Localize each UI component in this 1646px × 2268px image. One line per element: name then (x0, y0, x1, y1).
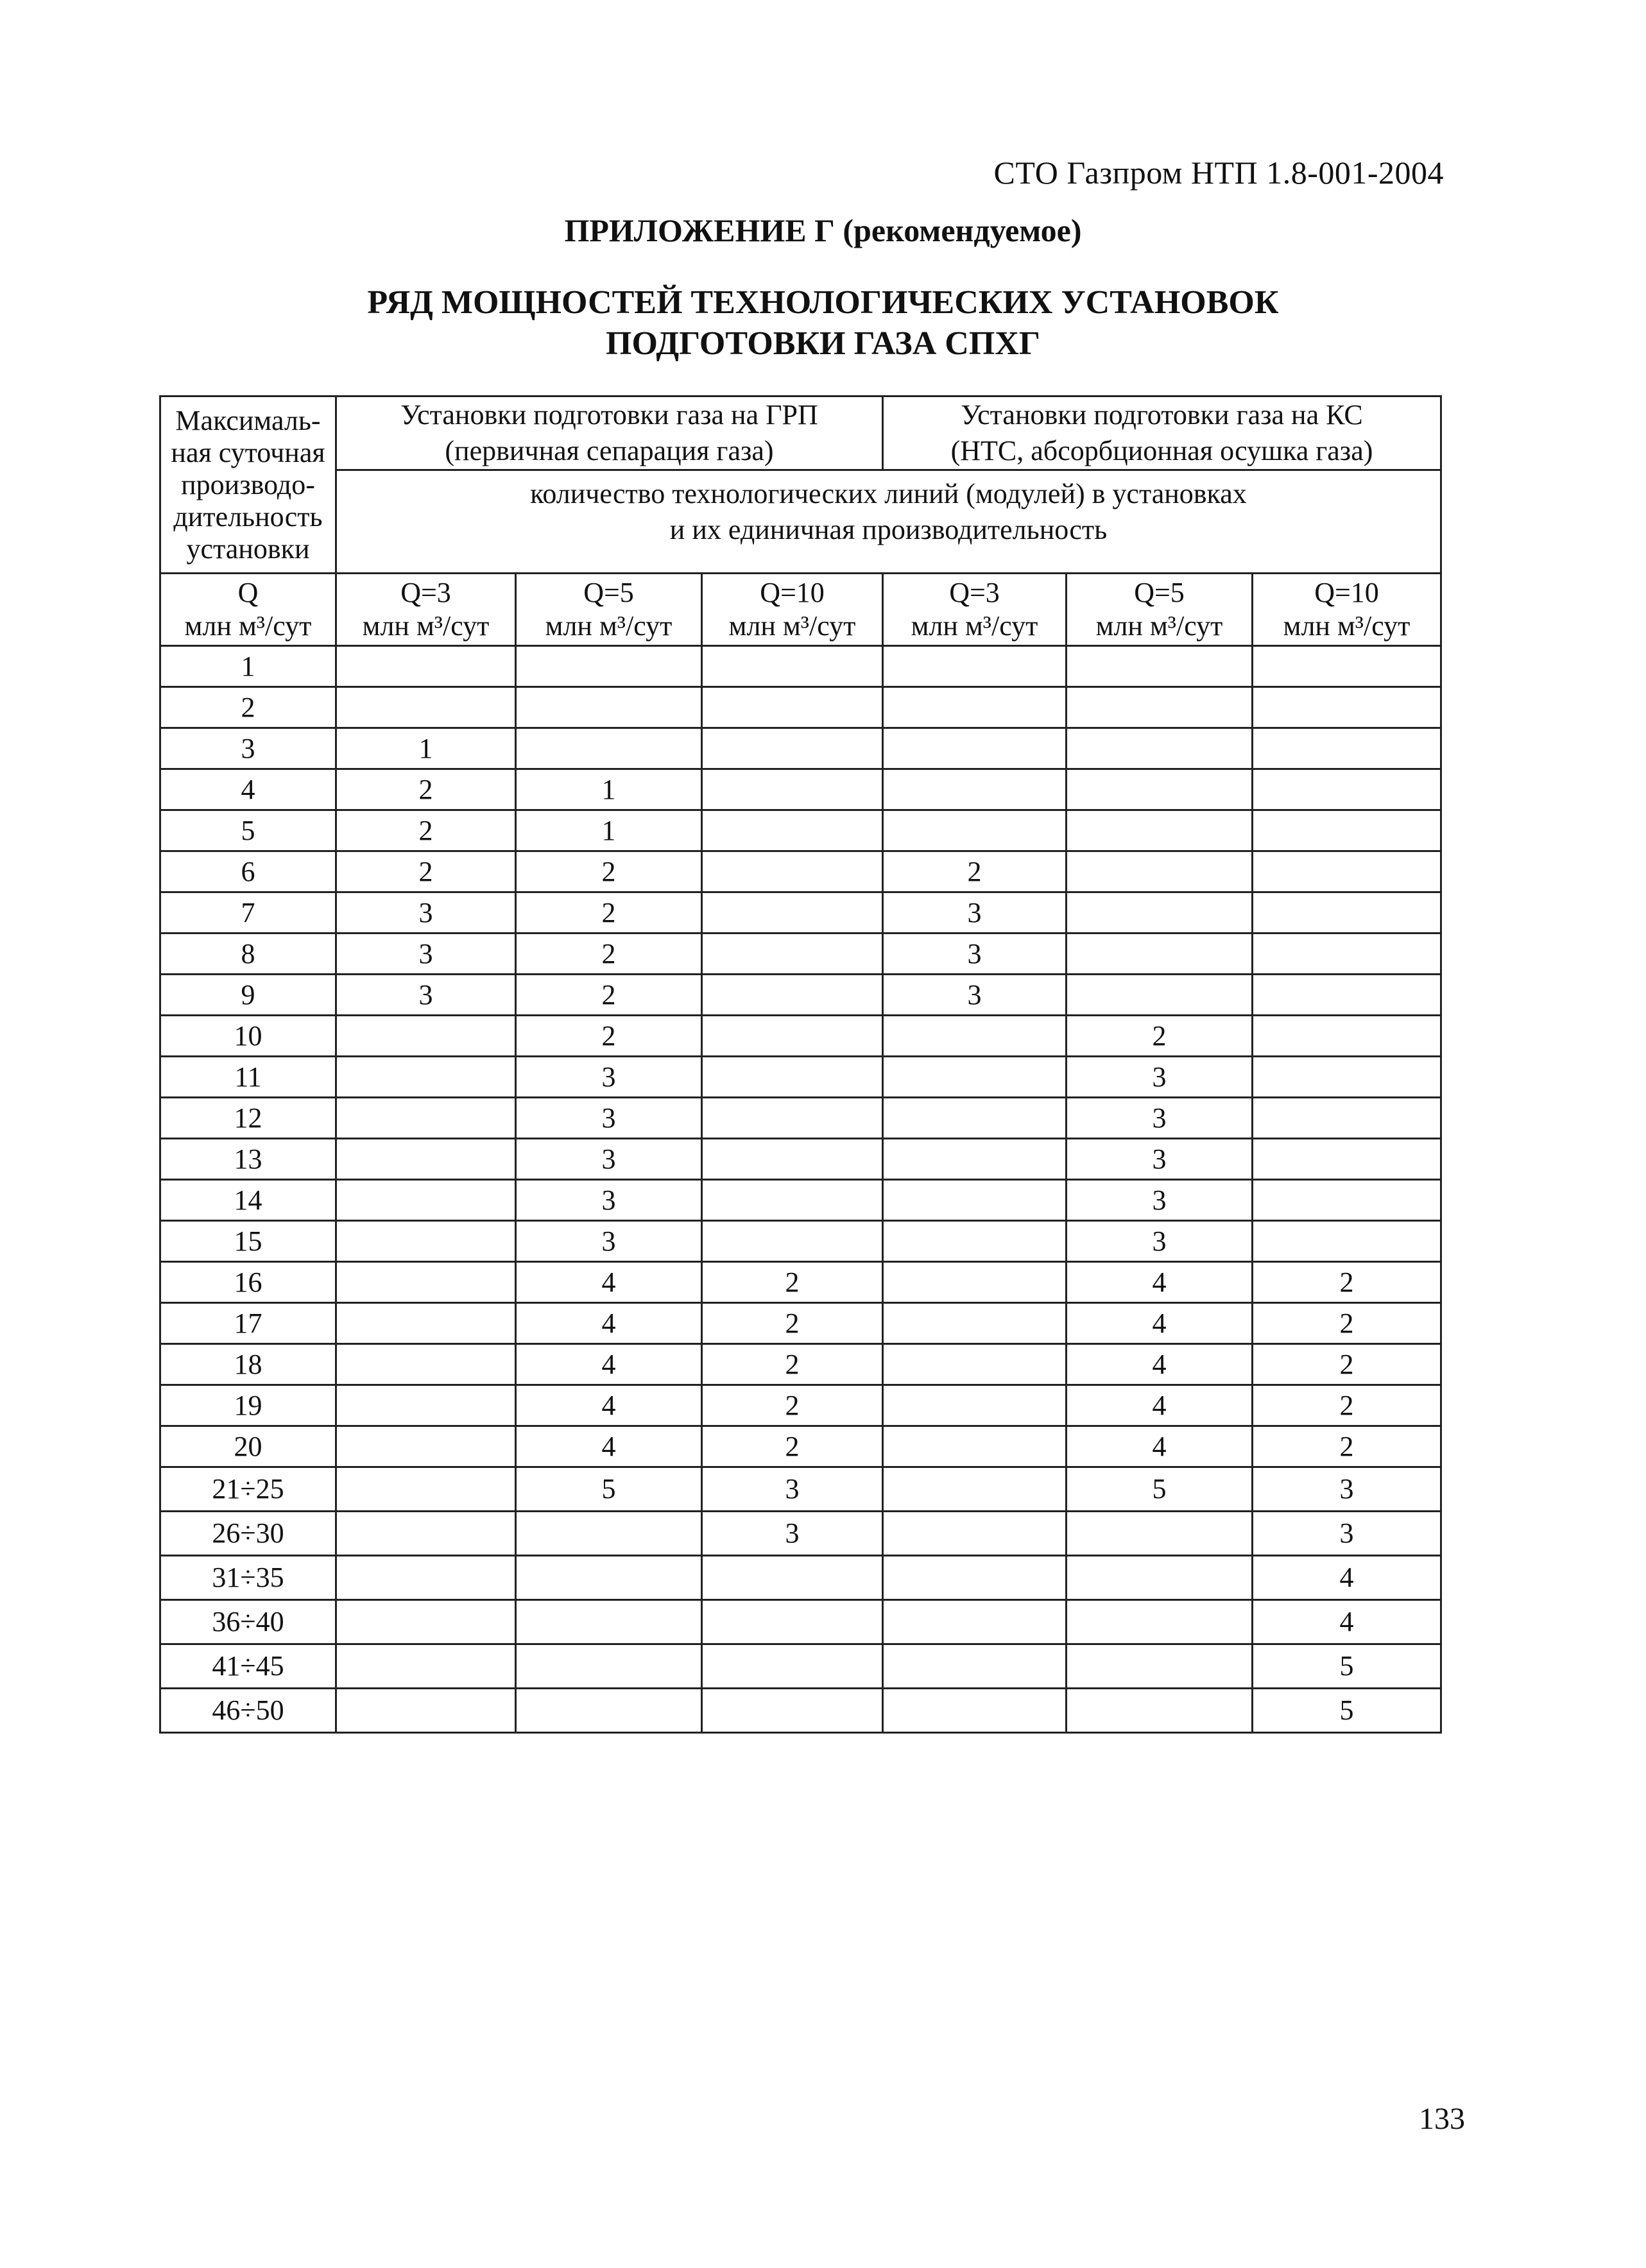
lines-count-cell (1253, 934, 1441, 975)
lines-count-cell (883, 1098, 1067, 1139)
lines-count-cell (702, 646, 883, 687)
table-title (0, 282, 1646, 364)
lines-count-cell (1253, 646, 1441, 687)
left-header-cell (160, 396, 336, 574)
lines-count-cell: 3 (336, 892, 516, 934)
lines-count-cell (336, 1467, 516, 1512)
capacity-cell: 11 (160, 1057, 336, 1098)
lines-count-cell (702, 1016, 883, 1057)
lines-count-cell (516, 646, 702, 687)
capacity-cell: 16 (160, 1262, 336, 1303)
capacity-cell: 9 (160, 975, 336, 1016)
lines-count-cell (336, 1180, 516, 1221)
lines-count-cell (336, 646, 516, 687)
lines-count-cell (516, 728, 702, 769)
header-row-note (160, 470, 1441, 574)
lines-count-cell (336, 1221, 516, 1262)
capacity-table (159, 395, 1442, 1734)
lines-count-cell: 4 (1067, 1303, 1253, 1344)
q-unit: млн м³/сут (1283, 610, 1410, 642)
lines-count-cell: 2 (336, 810, 516, 851)
lines-count-cell (883, 1644, 1067, 1689)
lines-count-cell (702, 1644, 883, 1689)
table-row (160, 1180, 1441, 1221)
capacity-cell: 8 (160, 934, 336, 975)
lines-count-cell (336, 1689, 516, 1733)
capacity-cell: 36÷40 (160, 1600, 336, 1644)
table-row (160, 1139, 1441, 1180)
lines-count-cell (336, 1262, 516, 1303)
lines-count-cell: 3 (1067, 1221, 1253, 1262)
lines-count-cell (1253, 769, 1441, 810)
table-row (160, 1344, 1441, 1385)
lines-count-cell (702, 892, 883, 934)
lines-count-cell: 5 (1253, 1689, 1441, 1733)
capacity-cell: 4 (160, 769, 336, 810)
q-label: Q=3 (400, 577, 451, 608)
lines-count-cell: 3 (516, 1057, 702, 1098)
capacity-cell: 3 (160, 728, 336, 769)
q-header-cell (883, 574, 1067, 646)
document-code: СТО Газпром НТП 1.8-001-2004 (993, 155, 1444, 191)
lines-count-cell: 4 (1067, 1344, 1253, 1385)
lines-count-cell (516, 1556, 702, 1600)
lines-count-cell (1067, 1556, 1253, 1600)
lines-count-cell (883, 1344, 1067, 1385)
lines-count-cell: 4 (516, 1344, 702, 1385)
lines-count-cell (1067, 687, 1253, 728)
lines-count-cell (883, 1303, 1067, 1344)
table-row (160, 1303, 1441, 1344)
lines-count-cell (702, 687, 883, 728)
lines-count-cell (702, 1180, 883, 1221)
lines-count-cell (1253, 1098, 1441, 1139)
lines-count-cell: 2 (516, 934, 702, 975)
lines-count-cell (336, 1303, 516, 1344)
lines-count-cell (516, 1512, 702, 1556)
lines-count-cell (883, 810, 1067, 851)
lines-count-cell (1067, 851, 1253, 892)
lines-count-cell (516, 1689, 702, 1733)
grp-group-header (336, 396, 883, 470)
lines-count-cell: 3 (883, 892, 1067, 934)
lines-count-cell (883, 1426, 1067, 1467)
lines-count-cell (702, 975, 883, 1016)
note-line: количество технологических линий (модулей) в установках (530, 478, 1247, 509)
lines-count-cell (702, 1556, 883, 1600)
lines-count-cell: 4 (516, 1385, 702, 1426)
table-row (160, 1098, 1441, 1139)
lines-count-cell (1067, 728, 1253, 769)
lines-count-cell (702, 1098, 883, 1139)
lines-count-cell (702, 1221, 883, 1262)
lines-count-cell: 5 (1253, 1644, 1441, 1689)
grp-group-line: Установки подготовки газа на ГРП (400, 399, 818, 431)
lines-count-cell: 2 (702, 1303, 883, 1344)
lines-count-cell: 3 (516, 1098, 702, 1139)
left-header-line: производо- (181, 468, 315, 500)
lines-count-cell (702, 1689, 883, 1733)
page-number: 133 (1419, 2102, 1465, 2136)
q-label: Q (237, 577, 259, 608)
lines-count-cell: 2 (336, 851, 516, 892)
lines-count-cell: 2 (336, 769, 516, 810)
lines-count-cell (516, 1644, 702, 1689)
lines-count-cell: 2 (516, 1016, 702, 1057)
lines-count-cell (336, 1600, 516, 1644)
capacity-cell: 19 (160, 1385, 336, 1426)
lines-count-cell: 2 (1253, 1344, 1441, 1385)
lines-count-cell (1253, 1139, 1441, 1180)
lines-count-cell (883, 1221, 1067, 1262)
lines-count-cell: 4 (1067, 1262, 1253, 1303)
table-row (160, 1057, 1441, 1098)
lines-count-cell (883, 1262, 1067, 1303)
lines-count-cell (702, 1057, 883, 1098)
lines-count-cell: 4 (516, 1426, 702, 1467)
lines-count-cell (1067, 1689, 1253, 1733)
header-row-groups (160, 396, 1441, 470)
lines-count-cell (883, 1600, 1067, 1644)
lines-note-header (336, 470, 1441, 574)
lines-count-cell: 3 (1067, 1098, 1253, 1139)
table-row (160, 1512, 1441, 1556)
capacity-cell: 2 (160, 687, 336, 728)
q-label: Q=5 (1134, 577, 1185, 608)
lines-count-cell: 2 (1253, 1303, 1441, 1344)
ks-group-line: (НТС, абсорбционная осушка газа) (950, 435, 1373, 466)
q-unit: млн м³/сут (1095, 610, 1223, 642)
lines-count-cell (883, 1385, 1067, 1426)
capacity-cell: 46÷50 (160, 1689, 336, 1733)
capacity-cell: 41÷45 (160, 1644, 336, 1689)
table-row (160, 1426, 1441, 1467)
capacity-cell: 20 (160, 1426, 336, 1467)
q-unit: млн м³/сут (911, 610, 1038, 642)
capacity-cell: 17 (160, 1303, 336, 1344)
lines-count-cell: 2 (702, 1344, 883, 1385)
lines-count-cell: 4 (1067, 1426, 1253, 1467)
q-label: Q=3 (949, 577, 1000, 608)
lines-count-cell (1253, 851, 1441, 892)
lines-count-cell (1067, 1600, 1253, 1644)
table-row (160, 1262, 1441, 1303)
lines-count-cell: 3 (336, 934, 516, 975)
lines-count-cell (883, 1467, 1067, 1512)
lines-count-cell (1067, 975, 1253, 1016)
capacity-cell: 6 (160, 851, 336, 892)
lines-count-cell (336, 687, 516, 728)
table-row (160, 1556, 1441, 1600)
lines-count-cell (1253, 1180, 1441, 1221)
lines-count-cell: 2 (883, 851, 1067, 892)
table-row (160, 646, 1441, 687)
left-header-line: Максималь- (175, 404, 321, 436)
lines-count-cell (336, 1385, 516, 1426)
lines-count-cell: 3 (516, 1221, 702, 1262)
lines-count-cell (702, 851, 883, 892)
table-row (160, 934, 1441, 975)
capacity-cell: 1 (160, 646, 336, 687)
lines-count-cell (702, 1600, 883, 1644)
lines-count-cell: 3 (883, 934, 1067, 975)
lines-count-cell: 4 (1253, 1556, 1441, 1600)
header-row-q (160, 574, 1441, 646)
lines-count-cell: 3 (336, 975, 516, 1016)
lines-count-cell (883, 1016, 1067, 1057)
lines-count-cell: 4 (516, 1262, 702, 1303)
lines-count-cell (1253, 1221, 1441, 1262)
q-header-cell (1253, 574, 1441, 646)
lines-count-cell (702, 728, 883, 769)
lines-count-cell (883, 1139, 1067, 1180)
lines-count-cell (883, 1556, 1067, 1600)
capacity-cell: 18 (160, 1344, 336, 1385)
lines-count-cell: 4 (1067, 1385, 1253, 1426)
lines-count-cell: 4 (516, 1303, 702, 1344)
table-row (160, 851, 1441, 892)
lines-count-cell (336, 1556, 516, 1600)
appendix-heading: ПРИЛОЖЕНИЕ Г (рекомендуемое) (564, 212, 1082, 248)
q-header-cell (336, 574, 516, 646)
lines-count-cell (336, 1057, 516, 1098)
grp-group-line: (первичная сепарация газа) (445, 435, 774, 466)
lines-count-cell (1067, 934, 1253, 975)
table-row (160, 1689, 1441, 1733)
capacity-cell: 5 (160, 810, 336, 851)
lines-count-cell (336, 1426, 516, 1467)
lines-count-cell (1067, 646, 1253, 687)
q-header-cell (160, 574, 336, 646)
lines-count-cell (702, 1139, 883, 1180)
lines-count-cell: 3 (883, 975, 1067, 1016)
lines-count-cell: 2 (1253, 1426, 1441, 1467)
left-header-line: установки (186, 533, 310, 565)
lines-count-cell: 3 (516, 1180, 702, 1221)
lines-count-cell: 2 (702, 1426, 883, 1467)
q-header-cell (702, 574, 883, 646)
lines-count-cell: 3 (516, 1139, 702, 1180)
lines-count-cell (336, 1098, 516, 1139)
lines-count-cell: 2 (1067, 1016, 1253, 1057)
lines-count-cell (883, 687, 1067, 728)
lines-count-cell (883, 1057, 1067, 1098)
lines-count-cell (336, 1016, 516, 1057)
table-body (160, 646, 1441, 1733)
left-header-line: дительность (173, 500, 323, 533)
ks-group-line: Установки подготовки газа на КС (961, 399, 1363, 431)
table-row (160, 687, 1441, 728)
lines-count-cell (516, 1600, 702, 1644)
lines-count-cell (1253, 1057, 1441, 1098)
table-row (160, 975, 1441, 1016)
q-unit: млн м³/сут (362, 610, 490, 642)
capacity-cell: 14 (160, 1180, 336, 1221)
table-row (160, 728, 1441, 769)
lines-count-cell (1067, 1644, 1253, 1689)
q-unit: млн м³/сут (728, 610, 856, 642)
lines-count-cell: 2 (1253, 1385, 1441, 1426)
lines-count-cell: 2 (1253, 1262, 1441, 1303)
lines-count-cell (883, 728, 1067, 769)
lines-count-cell (1067, 810, 1253, 851)
lines-count-cell: 1 (516, 810, 702, 851)
q-label: Q=10 (1314, 577, 1379, 608)
lines-count-cell: 2 (516, 851, 702, 892)
lines-count-cell (883, 646, 1067, 687)
ks-group-header (883, 396, 1441, 470)
title-line-2: ПОДГОТОВКИ ГАЗА СПХГ (606, 325, 1040, 362)
capacity-cell: 21÷25 (160, 1467, 336, 1512)
left-header-line: ная суточная (171, 436, 325, 468)
lines-count-cell (336, 1139, 516, 1180)
lines-count-cell (516, 687, 702, 728)
lines-count-cell (702, 810, 883, 851)
lines-count-cell: 3 (702, 1467, 883, 1512)
lines-count-cell: 2 (702, 1385, 883, 1426)
q-unit: млн м³/сут (184, 610, 312, 642)
lines-count-cell: 3 (1253, 1512, 1441, 1556)
lines-count-cell (702, 934, 883, 975)
lines-count-cell (883, 1512, 1067, 1556)
table-row (160, 1385, 1441, 1426)
title-line-1: РЯД МОЩНОСТЕЙ ТЕХНОЛОГИЧЕСКИХ УСТАНОВОК (367, 284, 1279, 321)
table-row (160, 1467, 1441, 1512)
lines-count-cell (1067, 769, 1253, 810)
lines-count-cell (883, 769, 1067, 810)
lines-count-cell (1253, 687, 1441, 728)
lines-count-cell: 5 (1067, 1467, 1253, 1512)
q-header-cell (1067, 574, 1253, 646)
lines-count-cell (1067, 1512, 1253, 1556)
lines-count-cell (1067, 892, 1253, 934)
lines-count-cell: 3 (1067, 1180, 1253, 1221)
lines-count-cell: 2 (702, 1262, 883, 1303)
lines-count-cell: 3 (1067, 1057, 1253, 1098)
lines-count-cell (1253, 892, 1441, 934)
table-row (160, 892, 1441, 934)
capacity-cell: 7 (160, 892, 336, 934)
lines-count-cell: 4 (1253, 1600, 1441, 1644)
capacity-cell: 10 (160, 1016, 336, 1057)
note-line: и их единичная производительность (669, 514, 1108, 545)
lines-count-cell (1253, 975, 1441, 1016)
lines-count-cell (883, 1180, 1067, 1221)
lines-count-cell (336, 1644, 516, 1689)
lines-count-cell: 5 (516, 1467, 702, 1512)
q-label: Q=10 (760, 577, 825, 608)
lines-count-cell (702, 769, 883, 810)
capacity-cell: 15 (160, 1221, 336, 1262)
lines-count-cell: 2 (516, 975, 702, 1016)
lines-count-cell (1253, 810, 1441, 851)
lines-count-cell: 3 (1067, 1139, 1253, 1180)
table-row (160, 769, 1441, 810)
lines-count-cell: 2 (516, 892, 702, 934)
lines-count-cell: 1 (516, 769, 702, 810)
q-header-cell (516, 574, 702, 646)
lines-count-cell (883, 1689, 1067, 1733)
lines-count-cell: 3 (1253, 1467, 1441, 1512)
capacity-cell: 13 (160, 1139, 336, 1180)
q-label: Q=5 (583, 577, 634, 608)
lines-count-cell: 1 (336, 728, 516, 769)
table-row (160, 810, 1441, 851)
table-row (160, 1016, 1441, 1057)
table-row (160, 1644, 1441, 1689)
table-row (160, 1600, 1441, 1644)
q-unit: млн м³/сут (545, 610, 673, 642)
capacity-cell: 31÷35 (160, 1556, 336, 1600)
lines-count-cell (336, 1344, 516, 1385)
lines-count-cell (1253, 1016, 1441, 1057)
lines-count-cell (336, 1512, 516, 1556)
capacity-cell: 26÷30 (160, 1512, 336, 1556)
capacity-cell: 12 (160, 1098, 336, 1139)
lines-count-cell: 3 (702, 1512, 883, 1556)
table-row (160, 1221, 1441, 1262)
lines-count-cell (1253, 728, 1441, 769)
